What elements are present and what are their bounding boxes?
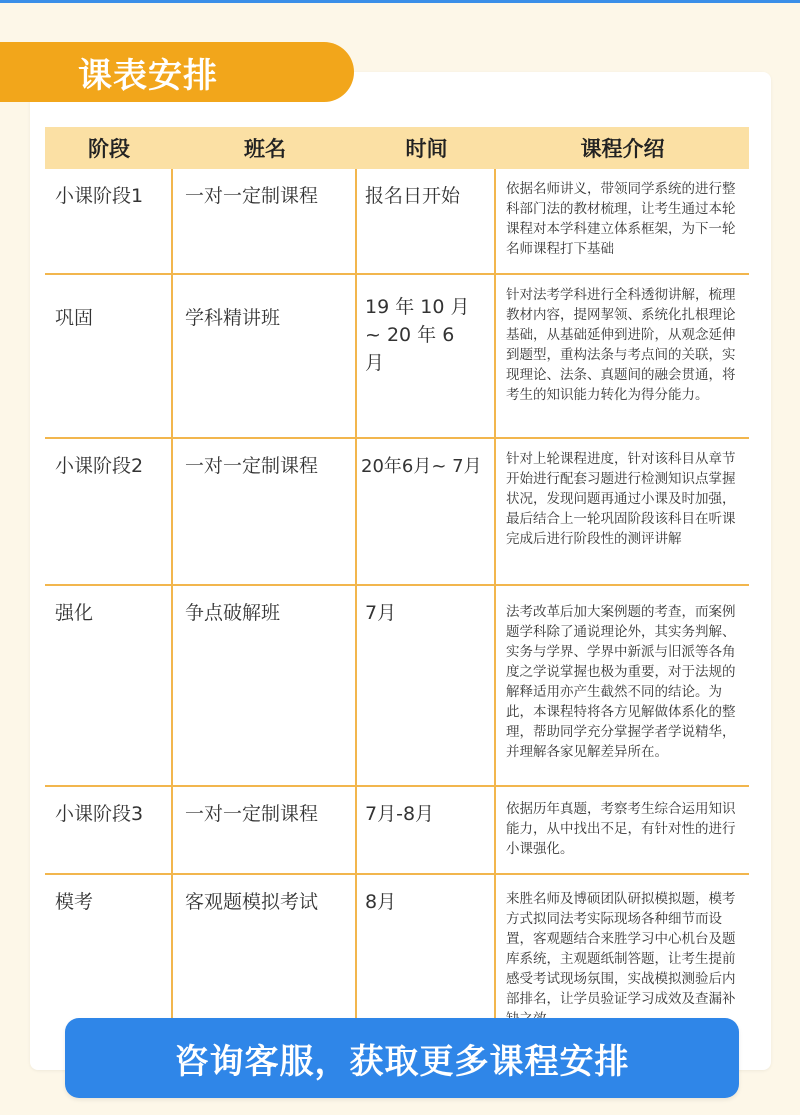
cell-stage: 小课阶段2 [45, 439, 173, 584]
cell-class-name: 一对一定制课程 [173, 439, 357, 584]
cell-intro: 来胜名师及博硕团队研拟模拟题，模考方式拟同法考实际现场各种细节而设置，客观题结合来胜学习中心机台及题库系统，主观题纸制答题，让考生提前感受考试现场氛围，实战模拟测验后内部排名，让学员验证学习成效及查漏补 [506, 891, 736, 1007]
cell-class-name: 一对一定制课程 [173, 787, 357, 873]
header-class-name: 班名 [244, 137, 286, 161]
section-title-tab [0, 42, 354, 102]
table-row [45, 586, 749, 787]
cell-class-name: 争点破解班 [173, 586, 357, 785]
header-stage: 阶段 [88, 137, 130, 161]
table-header [45, 127, 749, 169]
table-row [45, 169, 749, 275]
cell-stage: 模考 [45, 875, 173, 1030]
cell-stage: 巩固 [45, 275, 173, 437]
table-row [45, 787, 749, 875]
cell-stage: 强化 [45, 586, 173, 785]
schedule-table [45, 127, 749, 1030]
cell-time: 19 年 10 月 ~ 20 年 6 月 [357, 275, 496, 437]
cell-time: 8月 [357, 875, 496, 1030]
section-title: 课表安排 [78, 55, 218, 96]
cell-class-name: 客观题模拟考试 [173, 875, 357, 1030]
top-divider [0, 0, 800, 3]
cell-intro: 依据名师讲义，带领同学系统的进行整科部门法的教材梳理，让考生通过本轮课程对本学科建立体系框架，为下一轮名师课程打下基础 [506, 181, 736, 257]
cell-time: 20年6月~ 7月 [357, 439, 496, 584]
cell-class-name: 一对一定制课程 [173, 169, 357, 273]
cell-time: 7月-8月 [357, 787, 496, 873]
cell-stage: 小课阶段3 [45, 787, 173, 873]
table-row [45, 875, 749, 1030]
table-row [45, 275, 749, 439]
consult-service-label: 咨询客服，获取更多课程安排 [174, 1041, 630, 1082]
header-intro: 课程介绍 [580, 137, 665, 161]
header-time: 时间 [405, 137, 448, 161]
cell-time: 报名日开始 [357, 169, 496, 273]
cell-stage: 小课阶段1 [45, 169, 173, 273]
cell-intro: 依据历年真题，考察考生综合运用知识能力，从中找出不足，有针对性的进行小课强化。 [506, 801, 736, 857]
cell-class-name: 学科精讲班 [173, 275, 357, 437]
table-row [45, 439, 749, 586]
cell-intro: 法考改革后加大案例题的考查，而案例题学科除了通说理论外，其实务判解、实务与学界、学界中新派与旧派等各角度之学说掌握也极为重要，对于法规的解释适用亦产生截然不同的结论。为此，本课程特将各方见解做体系化的整理，帮助同学充分掌握学者学说精华，并理解各家见解差异所在。 [506, 604, 736, 760]
cell-intro: 针对上轮课程进度，针对该科目从章节开始进行配套习题进行检测知识点掌握状况，发现问题再通过小课及时加强，最后结合上一轮巩固阶段该科目在听课完成后进行阶段性的测评讲解 [506, 451, 736, 547]
cell-intro: 针对法考学科进行全科透彻讲解，梳理教材内容，提网挈领、系统化扎根理论基础，从基础延伸到进阶，从观念延伸到题型，重构法条与考点间的关联，实现理论、法条、真题间的融会贯通，将考生的知识能力转化为得分能力。 [506, 287, 736, 403]
cell-time: 7月 [357, 586, 496, 785]
consult-service-button[interactable] [65, 1018, 739, 1098]
